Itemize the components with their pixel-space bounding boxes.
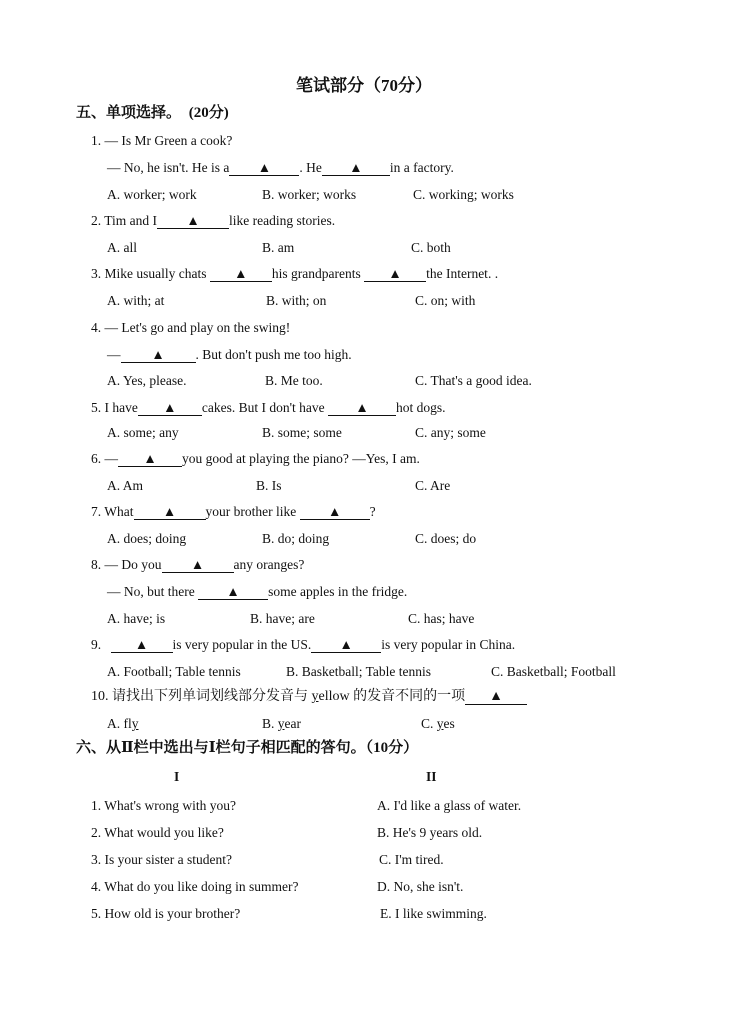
question-text: . But don't push me too high. (195, 347, 352, 362)
match-right-item[interactable]: A. I'd like a glass of water. (377, 798, 522, 813)
option-c[interactable]: C. working; works (413, 187, 514, 202)
option-a[interactable]: A. have; is (107, 611, 166, 626)
question-text: — Is Mr Green a cook? (104, 133, 233, 148)
question-8-line-2 (107, 583, 407, 601)
question-4-line-1 (91, 319, 290, 337)
answer-blank[interactable]: ▲ (162, 558, 234, 573)
question-text: — Let's go and play on the swing! (104, 320, 291, 335)
answer-blank[interactable]: ▲ (311, 638, 381, 653)
question-10 (91, 688, 527, 706)
question-text: is very popular in China. (381, 637, 516, 652)
question-number: 3. (91, 266, 102, 281)
option-a[interactable]: A. does; doing (107, 531, 187, 546)
underlined-letter: y (311, 689, 319, 704)
option-c[interactable]: C. on; with (415, 293, 476, 308)
column-2-header: II (426, 769, 437, 784)
option-c[interactable]: C. does; do (415, 531, 477, 546)
answer-blank[interactable]: ▲ (465, 690, 527, 705)
question-number: 2. (91, 213, 102, 228)
section-5-points: (20分) (188, 105, 229, 121)
option-text: B. (262, 716, 278, 731)
question-1-line-1 (91, 132, 232, 150)
question-number: 10. (91, 689, 109, 704)
question-text: What (104, 504, 134, 519)
option-a[interactable]: A. Yes, please. (107, 373, 187, 388)
match-left-item[interactable]: 2. What would you like? (91, 825, 224, 840)
question-text: is very popular in the US. (172, 637, 312, 652)
answer-blank[interactable]: ▲ (322, 161, 390, 176)
question-number: 7. (91, 504, 102, 519)
question-8-line-1 (91, 556, 304, 574)
answer-blank[interactable]: ▲ (210, 267, 272, 282)
question-text: your brother like (205, 504, 297, 519)
option-b[interactable]: B. Me too. (265, 373, 323, 388)
option-a[interactable] (107, 715, 139, 733)
option-text: ear (284, 716, 301, 731)
question-text: any oranges? (233, 557, 305, 572)
question-text: I have (104, 400, 138, 415)
question-number: 6. (91, 451, 102, 466)
match-right-item[interactable]: E. I like swimming. (380, 906, 487, 921)
option-c[interactable]: C. has; have (408, 611, 475, 626)
option-a[interactable]: A. worker; work (107, 187, 197, 202)
option-text: A. fl (107, 716, 132, 731)
question-text: — (104, 451, 118, 466)
question-9 (91, 636, 515, 654)
underlined-letter: y (436, 716, 444, 731)
answer-blank[interactable]: ▲ (364, 267, 426, 282)
question-text: Mike usually chats (104, 266, 207, 281)
option-b[interactable]: B. have; are (250, 611, 315, 626)
match-right-item[interactable]: B. He's 9 years old. (377, 825, 483, 840)
question-7 (91, 503, 376, 521)
underlined-letter: y (131, 716, 139, 731)
option-b[interactable]: B. with; on (266, 293, 327, 308)
option-b[interactable]: B. some; some (262, 425, 342, 440)
option-c[interactable] (421, 715, 455, 733)
match-right-item[interactable]: D. No, she isn't. (377, 879, 464, 894)
question-text: — Do you (104, 557, 162, 572)
question-text: cakes. But I don't have (201, 400, 325, 415)
option-b[interactable]: B. worker; works (262, 187, 357, 202)
question-text: — (107, 347, 121, 362)
option-a[interactable]: A. all (107, 240, 137, 255)
answer-blank[interactable]: ▲ (118, 452, 182, 467)
option-b[interactable] (262, 715, 301, 733)
question-text: hot dogs. (396, 400, 446, 415)
question-number: 8. (91, 557, 102, 572)
answer-blank[interactable]: ▲ (198, 585, 268, 600)
question-text: in a factory. (389, 160, 454, 175)
answer-blank[interactable]: ▲ (157, 214, 229, 229)
answer-blank[interactable]: ▲ (134, 505, 206, 520)
answer-blank[interactable]: ▲ (121, 348, 196, 363)
question-number: 5. (91, 400, 102, 415)
question-4-line-2 (107, 346, 352, 364)
option-b[interactable]: B. Basketball; Table tennis (286, 664, 432, 679)
section-6-heading: 六、从Ⅱ栏中选出与Ⅰ栏句子相匹配的答句。（10分） (76, 740, 419, 756)
answer-blank[interactable]: ▲ (300, 505, 370, 520)
match-right-item[interactable]: C. I'm tired. (379, 852, 444, 867)
question-number: 4. (91, 320, 102, 335)
option-a[interactable]: A. with; at (107, 293, 165, 308)
question-number: 1. (91, 133, 102, 148)
question-1-line-2 (107, 159, 454, 177)
question-text: — No, he isn't. He is a (107, 160, 230, 175)
option-b[interactable]: B. am (262, 240, 295, 255)
option-c[interactable]: C. Are (415, 478, 451, 493)
question-6 (91, 450, 420, 468)
answer-blank[interactable]: ▲ (138, 401, 202, 416)
question-number: 9. (91, 637, 102, 652)
column-1-header: I (174, 769, 180, 784)
option-c[interactable]: C. both (411, 240, 451, 255)
question-text: some apples in the fridge. (268, 584, 408, 599)
page-title: 笔试部分（70分） (296, 76, 432, 95)
option-a[interactable]: A. some; any (107, 425, 179, 440)
option-c[interactable]: C. Basketball; Football (491, 664, 616, 679)
question-text: you good at playing the piano? —Yes, I am. (182, 451, 420, 466)
question-text: 请找出下列单词划线部分发音与 (112, 689, 312, 704)
answer-blank[interactable]: ▲ (111, 638, 173, 653)
question-text: his grandparents (271, 266, 361, 281)
question-text: ? (369, 504, 376, 519)
option-c[interactable]: C. That's a good idea. (415, 373, 532, 388)
question-text: like reading stories. (229, 213, 336, 228)
question-2 (91, 212, 335, 230)
answer-blank[interactable]: ▲ (328, 401, 396, 416)
section-5-title: 五、单项选择。 (76, 105, 182, 121)
option-c[interactable]: C. any; some (415, 425, 486, 440)
option-b[interactable]: B. do; doing (262, 531, 330, 546)
question-text: ellow (318, 689, 350, 704)
question-5 (91, 399, 446, 417)
section-5-heading (76, 104, 229, 122)
question-text: the Internet. . (426, 266, 499, 281)
option-text: es (443, 716, 455, 731)
question-text: — No, but there (107, 584, 195, 599)
answer-blank[interactable]: ▲ (229, 161, 299, 176)
question-text: 的发音不同的一项 (349, 689, 466, 704)
question-3 (91, 265, 498, 283)
question-text: Tim and I (104, 213, 158, 228)
match-left-item[interactable]: 4. What do you like doing in summer? (91, 879, 299, 894)
question-text: . He (299, 160, 322, 175)
underlined-letter: y (277, 716, 285, 731)
match-left-item[interactable]: 1. What's wrong with you? (91, 798, 237, 813)
option-text: C. (421, 716, 437, 731)
option-a[interactable]: A. Am (107, 478, 144, 493)
match-left-item[interactable]: 3. Is your sister a student? (91, 852, 232, 867)
option-a[interactable]: A. Football; Table tennis (107, 664, 241, 679)
option-b[interactable]: B. Is (256, 478, 282, 493)
match-left-item[interactable]: 5. How old is your brother? (91, 906, 241, 921)
